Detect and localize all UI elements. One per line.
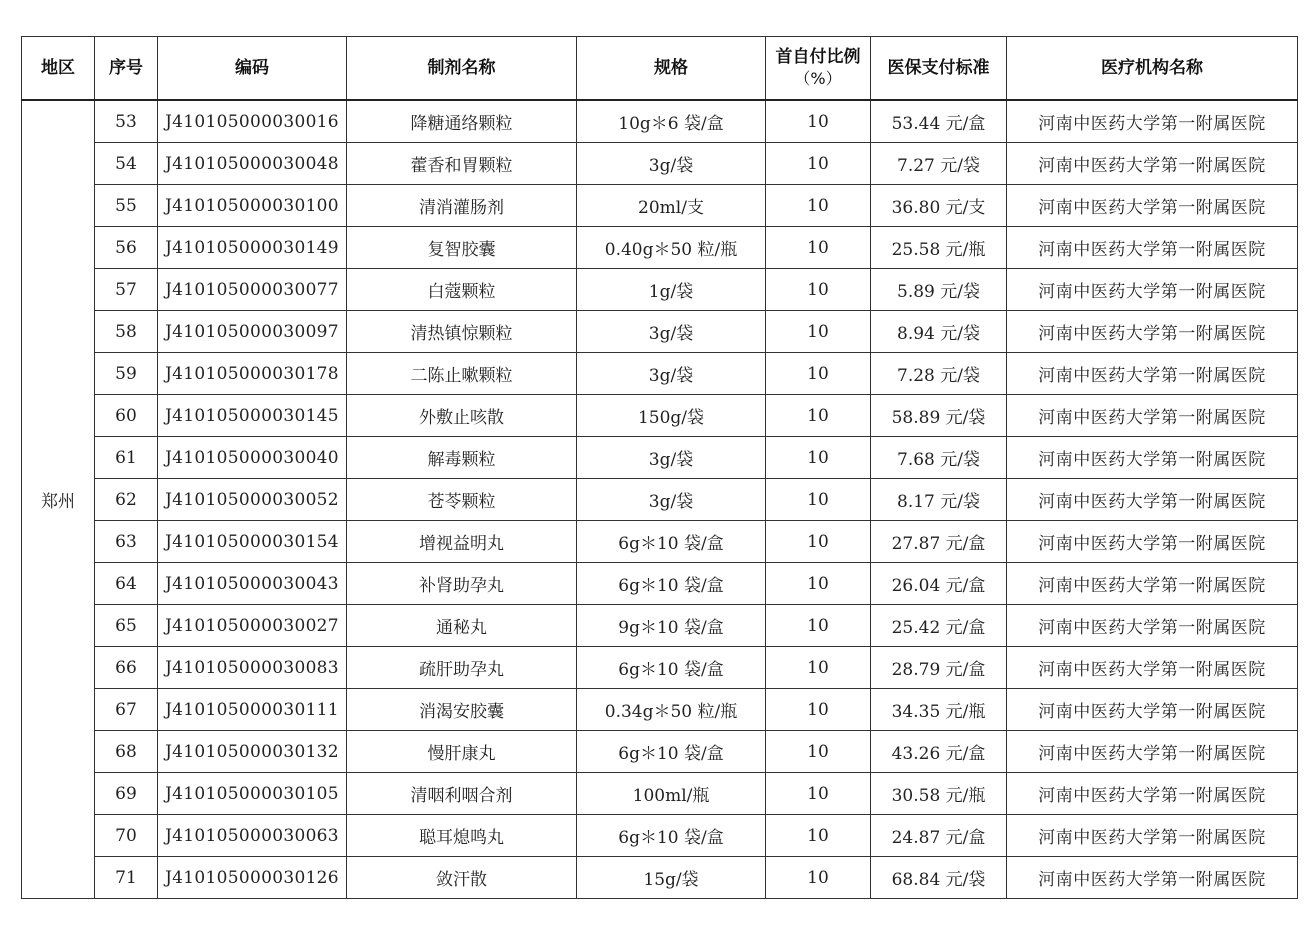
- cell-price: 7.68 元/袋: [871, 437, 1007, 479]
- cell-name: 苍苓颗粒: [347, 479, 577, 521]
- header-copay-line2: （%）: [794, 69, 842, 88]
- cell-price: 25.42 元/盒: [871, 605, 1007, 647]
- cell-price: 7.27 元/袋: [871, 143, 1007, 185]
- cell-name: 二陈止嗽颗粒: [347, 353, 577, 395]
- cell-copay-ratio: 10: [766, 773, 871, 815]
- cell-seq: 71: [95, 857, 158, 899]
- cell-price: 68.84 元/袋: [871, 857, 1007, 899]
- cell-price: 27.87 元/盒: [871, 521, 1007, 563]
- table-row: [22, 353, 1298, 395]
- cell-seq: 55: [95, 185, 158, 227]
- cell-seq: 54: [95, 143, 158, 185]
- table-row: [22, 227, 1298, 269]
- cell-code: J410105000030097: [158, 311, 347, 353]
- cell-code: J410105000030105: [158, 773, 347, 815]
- header-code: 编码: [158, 37, 347, 101]
- cell-spec: 6g＊10 袋/盒: [577, 647, 766, 689]
- cell-code: J410105000030016: [158, 100, 347, 143]
- cell-copay-ratio: 10: [766, 647, 871, 689]
- cell-name: 慢肝康丸: [347, 731, 577, 773]
- cell-seq: 64: [95, 563, 158, 605]
- cell-code: J410105000030100: [158, 185, 347, 227]
- cell-copay-ratio: 10: [766, 437, 871, 479]
- table-row: [22, 689, 1298, 731]
- cell-spec: 20ml/支: [577, 185, 766, 227]
- cell-copay-ratio: 10: [766, 731, 871, 773]
- cell-spec: 1g/袋: [577, 269, 766, 311]
- cell-name: 降糖通络颗粒: [347, 100, 577, 143]
- cell-org: 河南中医药大学第一附属医院: [1007, 269, 1298, 311]
- cell-spec: 3g/袋: [577, 353, 766, 395]
- cell-copay-ratio: 10: [766, 311, 871, 353]
- cell-org: 河南中医药大学第一附属医院: [1007, 185, 1298, 227]
- cell-name: 聪耳熄鸣丸: [347, 815, 577, 857]
- cell-spec: 0.34g＊50 粒/瓶: [577, 689, 766, 731]
- cell-copay-ratio: 10: [766, 143, 871, 185]
- header-price: 医保支付标准: [871, 37, 1007, 101]
- cell-org: 河南中医药大学第一附属医院: [1007, 605, 1298, 647]
- cell-code: J410105000030077: [158, 269, 347, 311]
- cell-spec: 15g/袋: [577, 857, 766, 899]
- cell-org: 河南中医药大学第一附属医院: [1007, 857, 1298, 899]
- cell-spec: 0.40g＊50 粒/瓶: [577, 227, 766, 269]
- cell-region: 郑州: [22, 100, 95, 899]
- cell-seq: 61: [95, 437, 158, 479]
- cell-price: 26.04 元/盒: [871, 563, 1007, 605]
- header-org: 医疗机构名称: [1007, 37, 1298, 101]
- cell-code: J410105000030154: [158, 521, 347, 563]
- cell-spec: 10g＊6 袋/盒: [577, 100, 766, 143]
- cell-copay-ratio: 10: [766, 689, 871, 731]
- header-row: [22, 37, 1298, 101]
- cell-code: J410105000030083: [158, 647, 347, 689]
- cell-code: J410105000030063: [158, 815, 347, 857]
- table-row: [22, 647, 1298, 689]
- cell-org: 河南中医药大学第一附属医院: [1007, 731, 1298, 773]
- table-row: [22, 773, 1298, 815]
- cell-name: 藿香和胃颗粒: [347, 143, 577, 185]
- cell-seq: 62: [95, 479, 158, 521]
- cell-copay-ratio: 10: [766, 605, 871, 647]
- cell-seq: 69: [95, 773, 158, 815]
- cell-code: J410105000030040: [158, 437, 347, 479]
- cell-price: 30.58 元/瓶: [871, 773, 1007, 815]
- cell-copay-ratio: 10: [766, 353, 871, 395]
- cell-org: 河南中医药大学第一附属医院: [1007, 563, 1298, 605]
- cell-name: 解毒颗粒: [347, 437, 577, 479]
- cell-seq: 57: [95, 269, 158, 311]
- cell-copay-ratio: 10: [766, 563, 871, 605]
- cell-seq: 56: [95, 227, 158, 269]
- cell-copay-ratio: 10: [766, 185, 871, 227]
- table-row: [22, 563, 1298, 605]
- cell-price: 43.26 元/盒: [871, 731, 1007, 773]
- cell-org: 河南中医药大学第一附属医院: [1007, 689, 1298, 731]
- table-row: [22, 100, 1298, 143]
- cell-name: 清咽利咽合剂: [347, 773, 577, 815]
- cell-copay-ratio: 10: [766, 815, 871, 857]
- table-row: [22, 311, 1298, 353]
- cell-code: J410105000030043: [158, 563, 347, 605]
- cell-spec: 3g/袋: [577, 437, 766, 479]
- cell-code: J410105000030149: [158, 227, 347, 269]
- cell-org: 河南中医药大学第一附属医院: [1007, 479, 1298, 521]
- cell-org: 河南中医药大学第一附属医院: [1007, 227, 1298, 269]
- cell-copay-ratio: 10: [766, 227, 871, 269]
- cell-price: 7.28 元/袋: [871, 353, 1007, 395]
- table-row: [22, 815, 1298, 857]
- cell-spec: 3g/袋: [577, 143, 766, 185]
- table-row: [22, 857, 1298, 899]
- header-seq: 序号: [95, 37, 158, 101]
- cell-copay-ratio: 10: [766, 521, 871, 563]
- cell-name: 消渴安胶囊: [347, 689, 577, 731]
- cell-price: 5.89 元/袋: [871, 269, 1007, 311]
- cell-code: J410105000030145: [158, 395, 347, 437]
- cell-name: 增视益明丸: [347, 521, 577, 563]
- cell-org: 河南中医药大学第一附属医院: [1007, 437, 1298, 479]
- cell-spec: 150g/袋: [577, 395, 766, 437]
- header-copay-ratio: [766, 37, 871, 101]
- cell-price: 28.79 元/盒: [871, 647, 1007, 689]
- header-region: 地区: [22, 37, 95, 101]
- cell-name: 补肾助孕丸: [347, 563, 577, 605]
- cell-org: 河南中医药大学第一附属医院: [1007, 100, 1298, 143]
- cell-spec: 6g＊10 袋/盒: [577, 521, 766, 563]
- cell-price: 53.44 元/盒: [871, 100, 1007, 143]
- table-row: [22, 731, 1298, 773]
- cell-seq: 53: [95, 100, 158, 143]
- table-row: [22, 269, 1298, 311]
- cell-price: 8.17 元/袋: [871, 479, 1007, 521]
- cell-org: 河南中医药大学第一附属医院: [1007, 815, 1298, 857]
- cell-code: J410105000030052: [158, 479, 347, 521]
- cell-spec: 6g＊10 袋/盒: [577, 563, 766, 605]
- cell-spec: 9g＊10 袋/盒: [577, 605, 766, 647]
- cell-copay-ratio: 10: [766, 479, 871, 521]
- cell-name: 疏肝助孕丸: [347, 647, 577, 689]
- cell-org: 河南中医药大学第一附属医院: [1007, 311, 1298, 353]
- cell-code: J410105000030111: [158, 689, 347, 731]
- table-row: [22, 605, 1298, 647]
- cell-copay-ratio: 10: [766, 100, 871, 143]
- cell-name: 敛汗散: [347, 857, 577, 899]
- cell-org: 河南中医药大学第一附属医院: [1007, 773, 1298, 815]
- cell-org: 河南中医药大学第一附属医院: [1007, 395, 1298, 437]
- cell-seq: 60: [95, 395, 158, 437]
- cell-code: J410105000030027: [158, 605, 347, 647]
- cell-copay-ratio: 10: [766, 857, 871, 899]
- cell-seq: 63: [95, 521, 158, 563]
- header-spec: 规格: [577, 37, 766, 101]
- cell-name: 白蔻颗粒: [347, 269, 577, 311]
- cell-code: J410105000030178: [158, 353, 347, 395]
- table-row: [22, 185, 1298, 227]
- cell-code: J410105000030126: [158, 857, 347, 899]
- header-copay-line1: 首自付比例: [775, 47, 861, 67]
- cell-name: 通秘丸: [347, 605, 577, 647]
- cell-code: J410105000030132: [158, 731, 347, 773]
- cell-seq: 70: [95, 815, 158, 857]
- cell-seq: 58: [95, 311, 158, 353]
- table-row: [22, 521, 1298, 563]
- table-row: [22, 395, 1298, 437]
- cell-code: J410105000030048: [158, 143, 347, 185]
- cell-seq: 68: [95, 731, 158, 773]
- cell-price: 36.80 元/支: [871, 185, 1007, 227]
- cell-price: 8.94 元/袋: [871, 311, 1007, 353]
- cell-org: 河南中医药大学第一附属医院: [1007, 143, 1298, 185]
- cell-org: 河南中医药大学第一附属医院: [1007, 647, 1298, 689]
- cell-name: 清热镇惊颗粒: [347, 311, 577, 353]
- preparations-table: [21, 36, 1298, 899]
- cell-price: 34.35 元/瓶: [871, 689, 1007, 731]
- cell-price: 58.89 元/袋: [871, 395, 1007, 437]
- cell-price: 24.87 元/盒: [871, 815, 1007, 857]
- cell-name: 复智胶囊: [347, 227, 577, 269]
- header-name: 制剂名称: [347, 37, 577, 101]
- cell-name: 外敷止咳散: [347, 395, 577, 437]
- cell-seq: 66: [95, 647, 158, 689]
- cell-seq: 67: [95, 689, 158, 731]
- cell-spec: 3g/袋: [577, 479, 766, 521]
- table-row: [22, 479, 1298, 521]
- cell-price: 25.58 元/瓶: [871, 227, 1007, 269]
- cell-spec: 100ml/瓶: [577, 773, 766, 815]
- cell-spec: 6g＊10 袋/盒: [577, 731, 766, 773]
- table-row: [22, 143, 1298, 185]
- cell-seq: 65: [95, 605, 158, 647]
- cell-seq: 59: [95, 353, 158, 395]
- cell-spec: 3g/袋: [577, 311, 766, 353]
- cell-name: 清消灌肠剂: [347, 185, 577, 227]
- cell-copay-ratio: 10: [766, 269, 871, 311]
- table-row: [22, 437, 1298, 479]
- cell-spec: 6g＊10 袋/盒: [577, 815, 766, 857]
- cell-org: 河南中医药大学第一附属医院: [1007, 521, 1298, 563]
- cell-org: 河南中医药大学第一附属医院: [1007, 353, 1298, 395]
- cell-copay-ratio: 10: [766, 395, 871, 437]
